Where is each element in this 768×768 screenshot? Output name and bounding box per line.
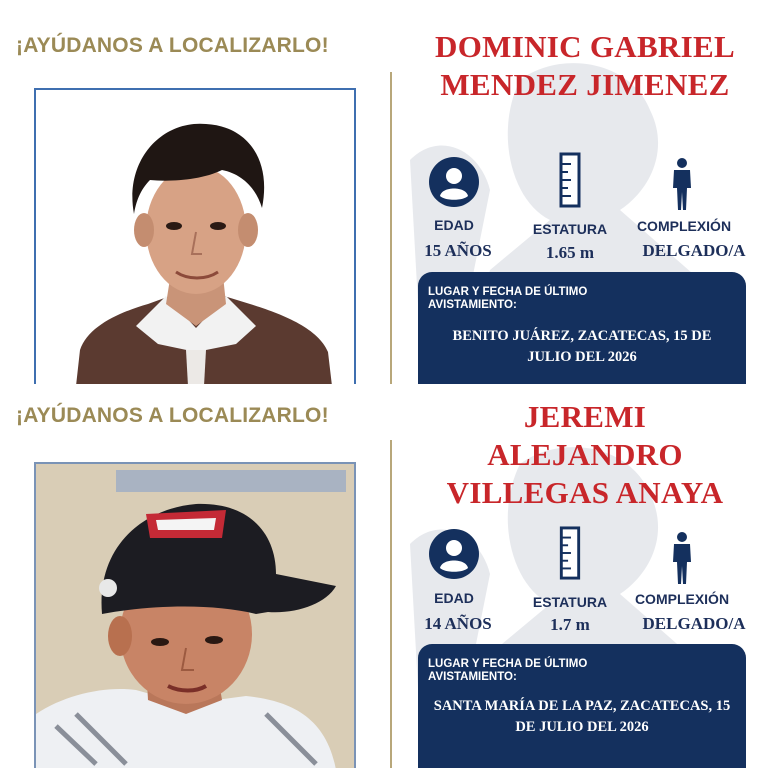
- age-value: 14 AÑOS: [424, 614, 492, 633]
- height-label: ESTATURA: [532, 221, 608, 237]
- age-value: 15 AÑOS: [424, 241, 492, 260]
- person-circle-icon: [428, 156, 480, 208]
- person-name: [402, 28, 768, 104]
- help-heading: ¡AYÚDANOS A LOCALIZARLO!: [16, 34, 329, 57]
- vertical-divider: [390, 440, 392, 768]
- last-seen-text: BENITO JUÁREZ, ZACATECAS, 15 DE JULIO DEL 2026: [452, 328, 712, 365]
- name-line: VILLEGAS ANAYA: [446, 475, 724, 510]
- age-label: EDAD: [434, 217, 474, 233]
- last-seen-box: [418, 272, 746, 384]
- person-standing-icon: [670, 158, 694, 210]
- name-line: DOMINIC GABRIEL: [435, 29, 735, 64]
- height-value: 1.65 m: [545, 243, 595, 262]
- build-value: DELGADO/A: [642, 241, 746, 260]
- vertical-divider: [390, 72, 392, 384]
- person-standing-icon: [670, 532, 694, 584]
- age-label: EDAD: [434, 590, 474, 606]
- help-heading: ¡AYÚDANOS A LOCALIZARLO!: [16, 404, 329, 427]
- build-label: COMPLEXIÓN: [634, 591, 730, 607]
- name-line: MENDEZ JIMENEZ: [440, 67, 730, 102]
- portrait-illustration: [36, 90, 356, 384]
- last-seen-title: LUGAR Y FECHA DE ÚLTIMO AVISTAMIENTO:: [428, 658, 588, 683]
- name-line: ALEJANDRO: [487, 437, 683, 472]
- portrait-illustration: [36, 464, 356, 768]
- ruler-icon: [558, 152, 582, 208]
- height-label: ESTATURA: [532, 594, 608, 610]
- last-seen-title: LUGAR Y FECHA DE ÚLTIMO AVISTAMIENTO:: [428, 286, 588, 311]
- person-photo: [34, 88, 356, 384]
- last-seen-box: [418, 644, 746, 768]
- ruler-icon: [558, 526, 582, 580]
- person-photo: [34, 462, 356, 768]
- name-line: JEREMI: [523, 399, 647, 434]
- person-circle-icon: [428, 528, 480, 580]
- person-name: [402, 398, 768, 512]
- build-value: DELGADO/A: [642, 614, 746, 633]
- height-value: 1.7 m: [550, 615, 590, 634]
- build-label: COMPLEXIÓN: [636, 218, 732, 234]
- last-seen-text: SANTA MARÍA DE LA PAZ, ZACATECAS, 15 DE JULIO DEL 2026: [433, 698, 731, 735]
